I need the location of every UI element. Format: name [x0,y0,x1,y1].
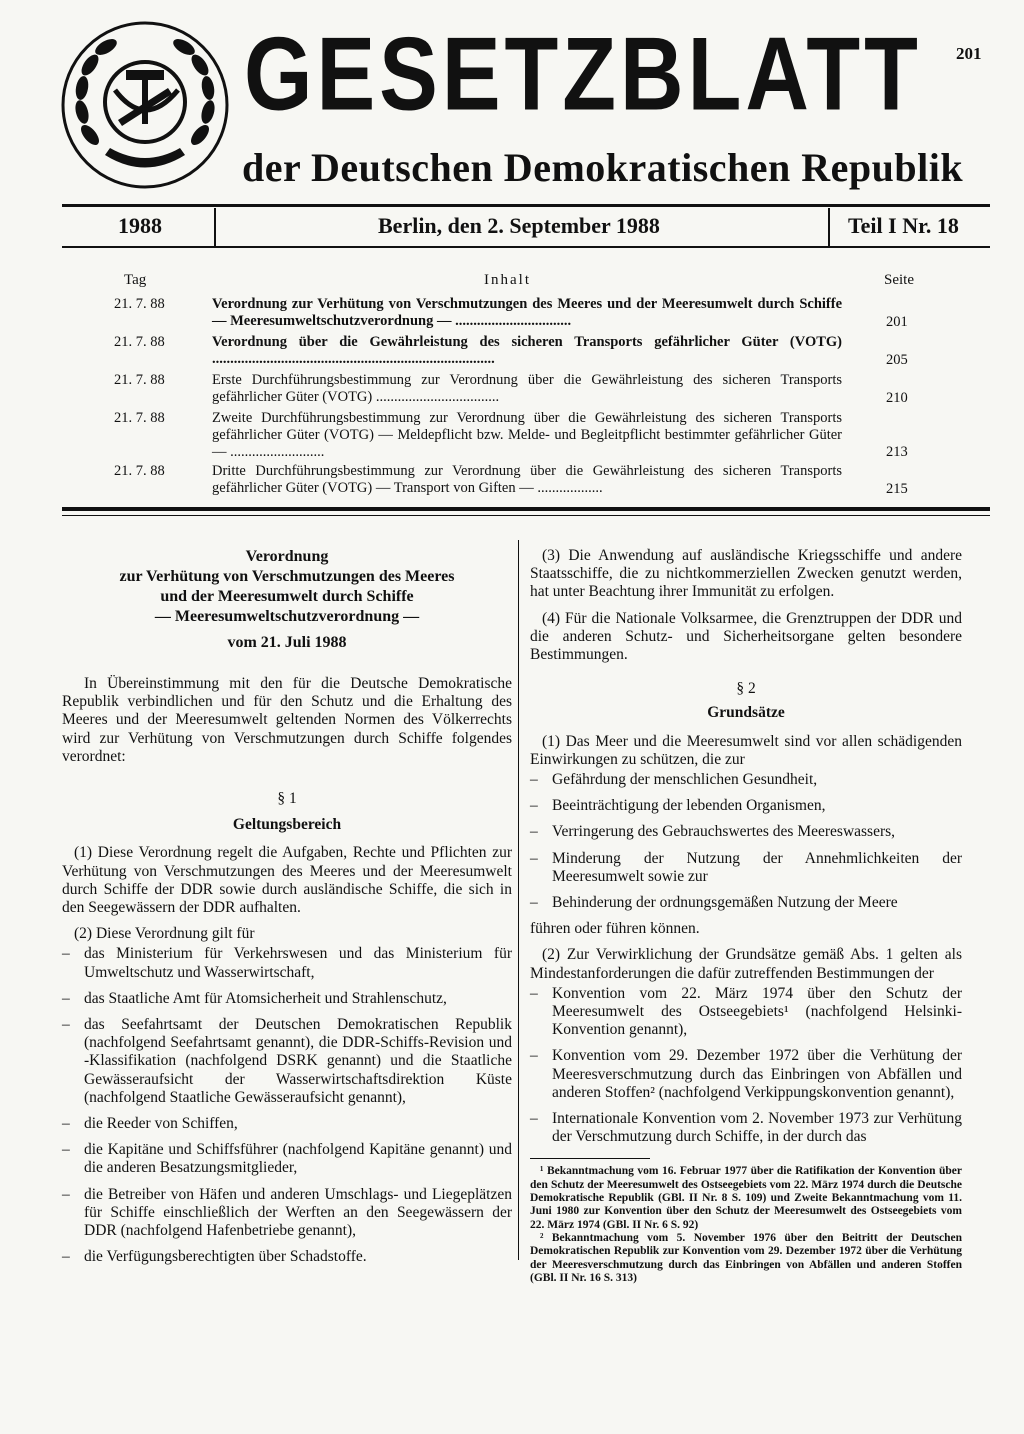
toc-page: 210 [886,390,908,406]
toc-col-content: Inhalt [484,272,531,288]
toc-entry [100,372,930,412]
section-title: Grundsätze [707,704,785,722]
toc-page: 205 [886,352,908,368]
decree-heading: Verordnung [245,548,329,565]
list-item: – die Reeder von Schiffen, [62,1115,512,1133]
paragraph: (2) Zur Verwirklichung der Grundsätze gemäß Abs. 1 gelten als Mindestanforderungen die dafür zutreffenden Bestimmungen der [530,946,962,982]
issue-place-date: Berlin, den 2. September 1988 [378,213,660,238]
toc-title: Verordnung über die Gewährleistung des sicheren Transports gefährlicher Güter (VOTG) .............................................................................. [212,334,842,367]
masthead-subtitle: der Deutschen Demokratischen Republik [242,145,964,190]
toc-title: Erste Durchführungsbestimmung zur Verordnung über die Gewährleistung des sicheren Transports gefährlicher Güter (VOTG) .................................. [212,372,842,405]
toc-entry [100,410,930,466]
masthead-title: GESETZBLATT [244,14,922,132]
list-item: – Minderung der Nutzung der Annehmlichkeiten der Meeresumwelt sowie zur [530,850,962,886]
paragraph: (4) Für die Nationale Volksarmee, die Grenztruppen der DDR und die anderen Schutz- und Sicherheitsorgane gelten besondere Bestimmungen. [530,609,962,664]
header-rule-bottom [62,246,990,248]
toc-date: 21. 7. 88 [114,296,165,312]
list-item: – das Seefahrtsamt der Deutschen Demokratischen Republik (nachfolgend Seefahrtsamt genannt), die DDR-Schiffs-Revision und -Klassifikation (nachfolgend DSRK genannt) und die Staatliche Gewässeraufsicht der Wasserwirtschaftsdirektion Küste (nachfolgend Staatliche Gewässeraufsicht genannt), [62,1016,512,1107]
list-item: – Konvention vom 22. März 1974 über den Schutz der Meeresumwelt des Ostseegebiets¹ (nachfolgend Helsinki-Konvention genannt), [530,985,962,1040]
toc-title: Verordnung zur Verhütung von Verschmutzungen des Meeres und der Meeresumwelt durch Schiffe — Meeresumweltschutzverordnung — ................................ [212,296,842,329]
toc-rule-thin [62,515,990,516]
toc-entry [100,463,930,503]
issue-part: Teil I Nr. 18 [848,213,959,238]
footnotes [530,1165,962,1285]
state-emblem [60,20,230,190]
header-divider-left [214,208,216,246]
toc-title: Zweite Durchführungsbestimmung zur Verordnung über die Gewährleistung des sicheren Transports gefährlicher Güter (VOTG) — Meldepflicht bzw. Melde- und Begleitpflicht bestimmter gefährlicher Güter — .......................... [212,410,842,460]
preamble: In Übereinstimmung mit den für die Deutsche Demokratische Republik verbindlichen und für den Schutz und die Erhaltung des Meeres und der Meeresumwelt geltenden Normen des Völkerrechts wird zur Verhütung von Verschmutzungen durch Schiffe folgendes verordnet: [62,675,512,765]
section-number: § 1 [277,790,297,808]
toc-date: 21. 7. 88 [114,410,165,426]
list-item: – die Verfügungsberechtigten über Schadstoffe. [62,1248,512,1266]
toc-col-page: Seite [884,272,914,288]
list-item: – Gefährdung der menschlichen Gesundheit, [530,771,962,789]
column-divider [518,540,519,1260]
list-item: – das Ministerium für Verkehrswesen und das Ministerium für Umweltschutz und Wasserwirtschaft, [62,945,512,981]
decree-date: vom 21. Juli 1988 [227,634,347,651]
toc-rule-thick [62,507,990,511]
toc-date: 21. 7. 88 [114,372,165,388]
footnote: ² Bekanntmachung vom 5. November 1976 über den Beitritt der Deutschen Demokratischen Republik zur Konvention vom 29. Dezember 1972 über die Verhütung der Meeresverschmutzung durch das Einbringen von Abfällen und anderen Stoffen (GBl. II Nr. 16 S. 313) [530,1231,962,1284]
toc-page: 201 [886,314,908,330]
list-item: – die Kapitäne und Schiffsführer (nachfolgend Kapitäne genannt) und die anderen Besatzungsmitglieder, [62,1141,512,1177]
paragraph: führen oder führen können. [530,920,700,938]
toc-title: Dritte Durchführungsbestimmung zur Verordnung über die Gewährleistung des sicheren Transports gefährlicher Güter (VOTG) — Transport von Giften — .................. [212,463,842,496]
section-title: Geltungsbereich [232,816,342,834]
page-number: 201 [956,44,982,63]
toc-entry [100,334,930,374]
header-rule-top [62,204,990,207]
toc-col-day: Tag [124,272,147,288]
issue-year: 1988 [118,213,162,238]
toc-entry [100,296,930,336]
list-item: – Beeinträchtigung der lebenden Organismen, [530,797,962,815]
paragraph: (1) Diese Verordnung regelt die Aufgaben, Rechte und Pflichten zur Verhütung von Verschmutzungen des Meeres und der Meeresumwelt durch Schiffe der DDR sowie durch ausländische Schiffe, die sich in den Seegewässern der DDR aufhalten. [62,844,512,917]
toc-page: 213 [886,444,908,460]
section-number: § 2 [736,680,756,698]
left-column [62,547,512,1274]
toc-date: 21. 7. 88 [114,334,165,350]
list-item: – die Betreiber von Häfen und anderen Umschlags- und Liegeplätzen für Schiffe einschließlich der Werften an den Seegewässern der DDR (nachfolgend Hafenbetriebe genannt), [62,1186,512,1241]
list-item: – Konvention vom 29. Dezember 1972 über die Verhütung der Meeresverschmutzung durch das Einbringen von Abfällen und anderen Stoffen² (nachfolgend Verkippungskonvention genannt), [530,1047,962,1102]
right-column [530,547,962,1285]
paragraph: (2) Diese Verordnung gilt für [74,925,255,943]
list-item: – Verringerung des Gebrauchswertes des Meereswassers, [530,823,962,841]
footnote-rule [530,1158,650,1159]
decree-heading: und der Meeresumwelt durch Schiffe [160,588,414,605]
list-item: – Internationale Konvention vom 2. November 1973 zur Verhütung der Verschmutzung durch Schiffe, in der durch das [530,1110,962,1146]
list-item: – das Staatliche Amt für Atomsicherheit und Strahlenschutz, [62,990,512,1008]
toc-date: 21. 7. 88 [114,463,165,479]
header-divider-right [828,208,830,246]
paragraph: (3) Die Anwendung auf ausländische Kriegsschiffe und andere Staatsschiffe, die zu nichtkommerziellen Zwecken genutzt werden, hat unter Beachtung ihrer Immunität zu erfolgen. [530,547,962,601]
paragraph: (1) Das Meer und die Meeresumwelt sind vor allen schädigenden Einwirkungen zu schützen, die zur [530,732,962,768]
toc-page: 215 [886,481,908,497]
decree-heading: — Meeresumweltschutzverordnung — [154,608,420,625]
decree-heading: zur Verhütung von Verschmutzungen des Meeres [119,568,455,585]
list-item: – Behinderung der ordnungsgemäßen Nutzung der Meere [530,894,962,912]
footnote: ¹ Bekanntmachung vom 16. Februar 1977 über die Ratifikation der Konvention über den Schutz der Meeresumwelt des Ostseegebiets vom 22. März 1974 durch die Deutsche Demokratische Republik (GBl. II Nr. 8 S. 109) und Zweite Bekanntmachung vom 11. Juni 1980 zur Konvention über den Schutz der Meeresumwelt des Ostseegebiets vom 22. März 1974 (GBl. II Nr. 6 S. 92) [530,1165,962,1231]
